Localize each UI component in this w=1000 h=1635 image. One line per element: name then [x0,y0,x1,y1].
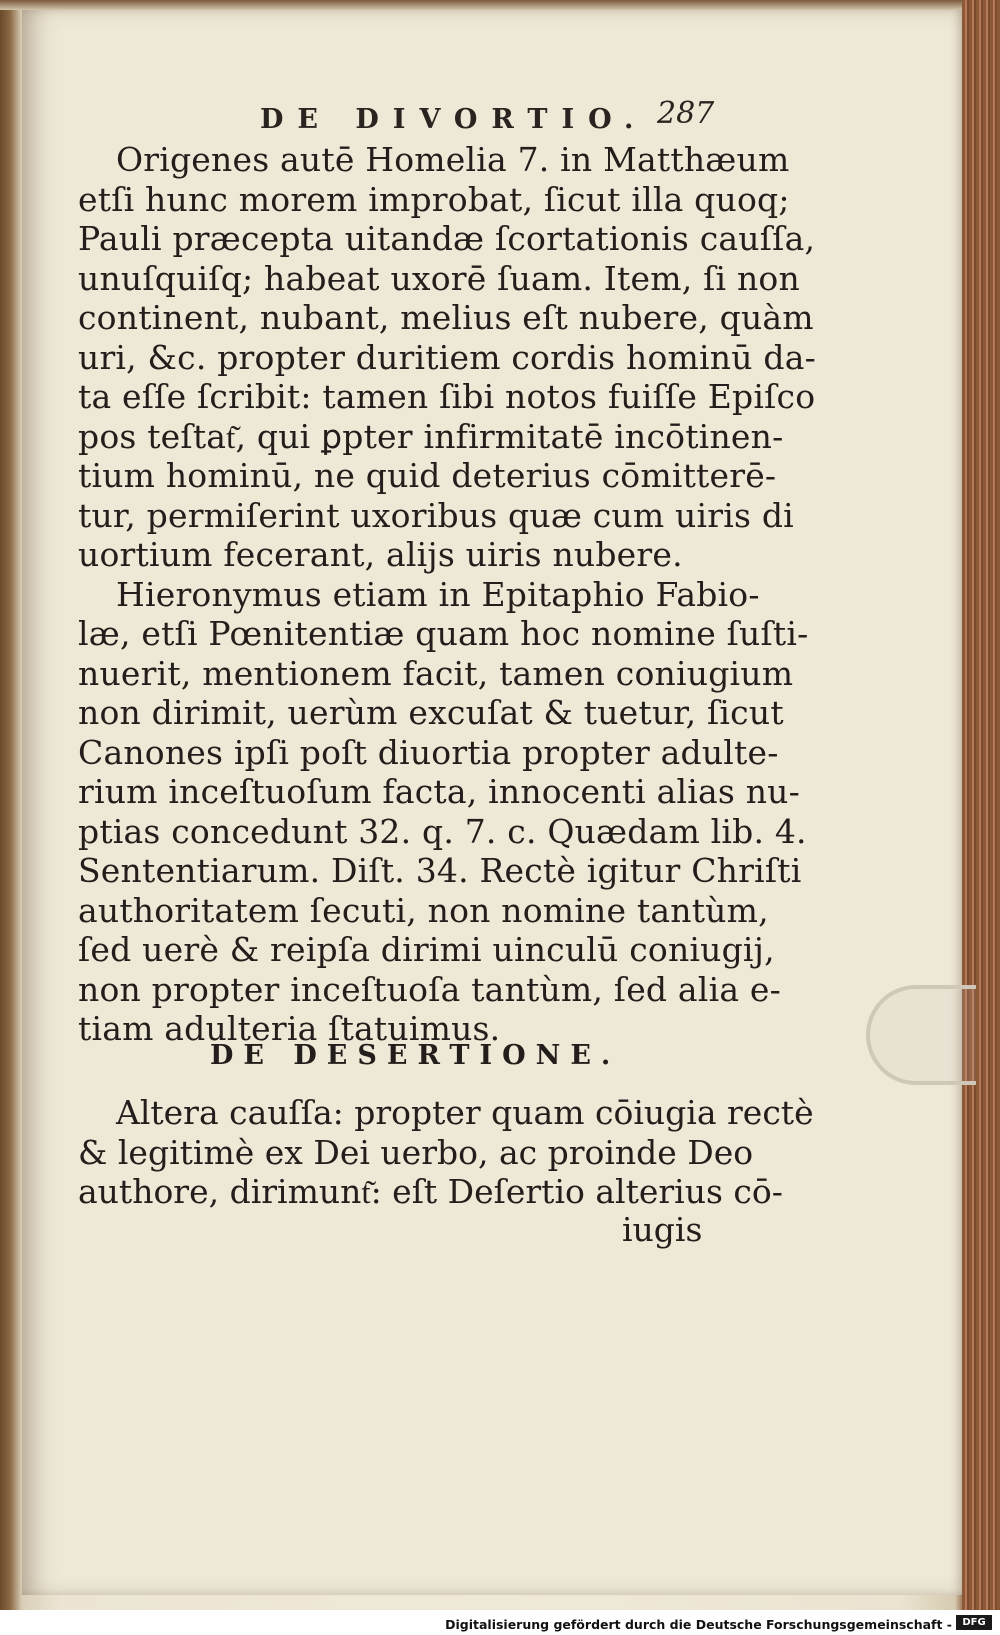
running-head: DE DIVORTIO. [260,104,648,135]
text-line: tiam adulteria ſtatuimus. [78,1009,501,1048]
book-top-edge [0,0,1000,10]
page-clip [866,985,976,1085]
text-line: Canones ipſi poſt diuortia propter adulte- [78,732,779,772]
text-line: Hieronymus etiam in Epitaphio Fabio- [116,574,760,614]
text-line: rium inceſtuoſum facta, innocenti alias nu- [78,772,800,811]
text-line: unuſquiſq; habeat uxorē ſuam. Item, ſi non [78,258,800,298]
text-line: ptias concedunt 32. q. 7. c. Quædam lib. 4. [78,811,807,851]
text-line: nuerit, mentionem facit, tamen coniugium [78,653,794,693]
text-line: etſi hunc morem improbat, ſicut illa quoq; [78,179,790,219]
text-line: uri, &c. propter duritiem cordis hominū da- [78,337,816,377]
section-heading: DE DESERTIONE. [210,1040,621,1071]
text-line: & legitimè ex Dei uerbo, ac proinde Deo [78,1132,754,1172]
text-line: tium hominū, ne quid deterius cōmitterē- [78,456,777,495]
catchword: iugis [622,1210,703,1249]
text-line: authore, dirimunt͂: eſt Deſertio alterius cō- [78,1172,783,1211]
text-line: uortium fecerant, alijs uiris nubere. [78,535,683,574]
footer-credit: Digitalisierung gefördert durch die Deutsche Forschungsgemeinschaft - [445,1617,952,1632]
section-text [78,1093,814,1212]
text-line: læ, etſi Pœnitentiæ quam hoc nomine ſuſti- [78,614,809,653]
dfg-logo-icon: DFG [956,1615,992,1630]
text-line: Sententiarum. Diſt. 34. Rectè igitur Chriſti [78,851,802,890]
text-line: Origenes autē Homelia 7. in Matthæum [116,140,790,179]
body-text [78,140,816,1049]
text-line: authoritatem ſecuti, non nomine tantùm, [78,890,769,930]
text-line: ſed uerè & reipſa dirimi uinculū coniugij, [78,930,775,969]
text-line: ta eſſe ſcribit: tamen ſibi notos fuiſſe Epiſco [78,377,816,416]
text-line: non propter inceſtuoſa tantùm, ſed alia e- [78,969,781,1009]
text-line: Pauli præcepta uitandæ ſcortationis cauſſa, [78,219,816,258]
book-fore-edge [962,0,1000,1610]
text-line: tur, permiſerint uxoribus quæ cum uiris di [78,495,794,535]
text-line: continent, nubant, melius eſt nubere, quàm [78,298,814,337]
text-line: non dirimit, uerùm excuſat & tuetur, ſicut [78,693,784,732]
text-line: pos teſtat͂, qui ꝑpter infirmitatē incōtinen- [78,416,784,456]
page-number: 287 [657,96,715,131]
text-line: Altera cauſſa: propter quam cōiugia rectè [116,1093,814,1132]
